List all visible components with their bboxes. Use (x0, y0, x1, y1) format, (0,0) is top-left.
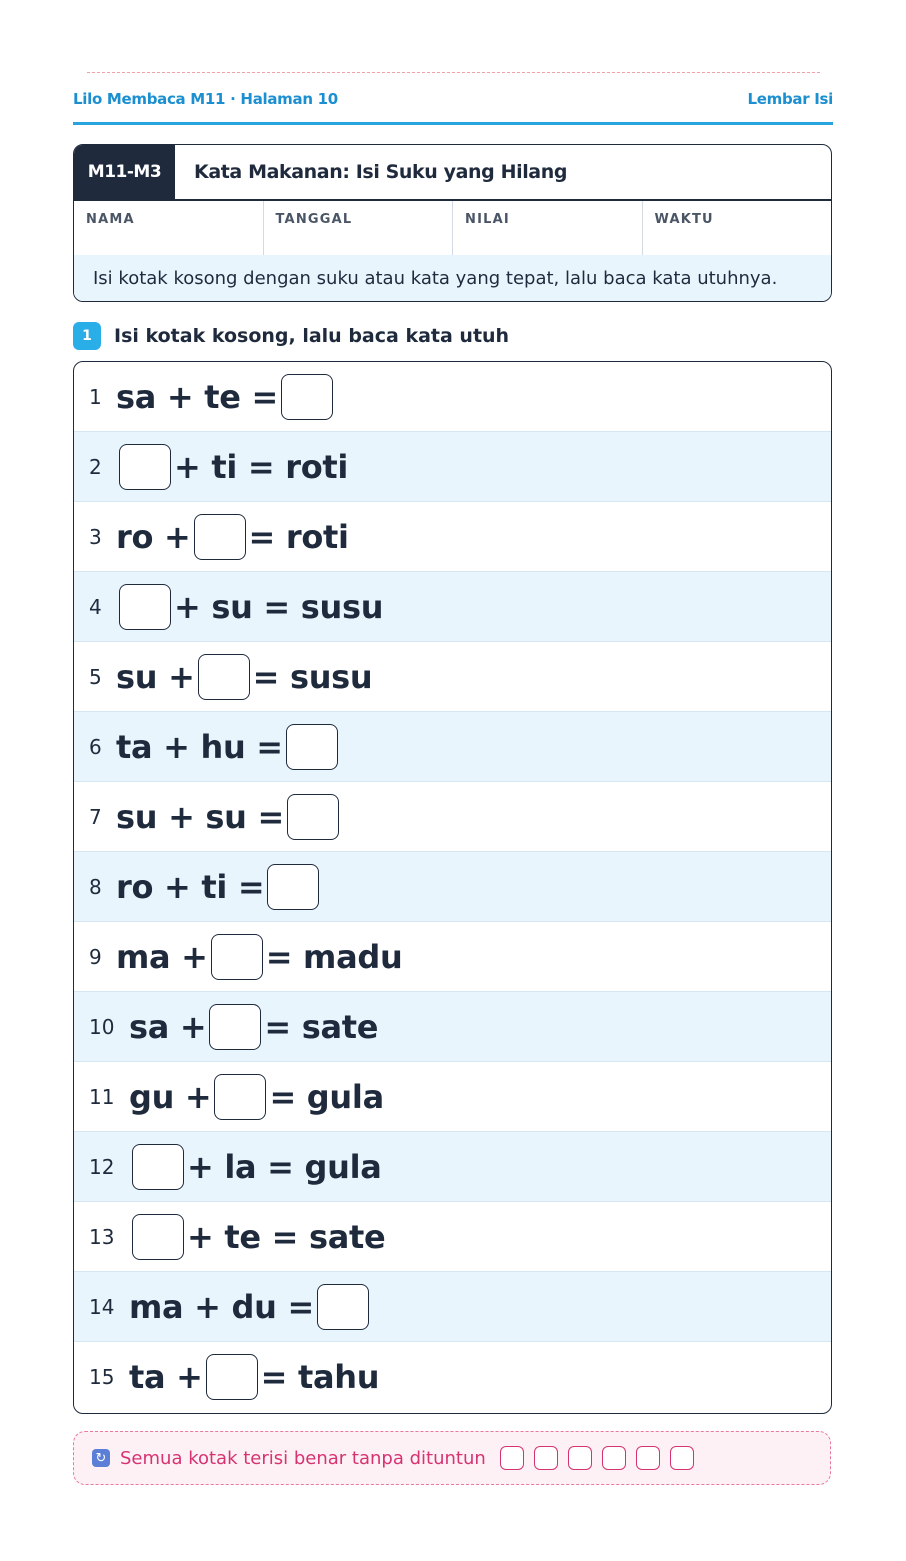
equation-text: ma + du = (129, 1287, 314, 1326)
answer-blank-box[interactable] (287, 794, 339, 840)
exercise-number: 5 (89, 664, 102, 689)
exercise-equation (116, 654, 372, 700)
repeat-icon: ↻ (92, 1449, 110, 1467)
answer-blank-box[interactable] (267, 864, 319, 910)
equation-text: sa + (129, 1007, 207, 1046)
exercise-number: 13 (89, 1224, 115, 1249)
exercise-equation (116, 864, 322, 910)
exercise-equation (116, 794, 342, 840)
exercise-number: 6 (89, 734, 102, 759)
footer-text: Semua kotak terisi benar tanpa dituntun (120, 1447, 486, 1469)
exercise-equation (116, 374, 336, 420)
equation-text: + te = sate (187, 1217, 386, 1256)
equation-text: ro + (116, 517, 191, 556)
exercise-number: 7 (89, 804, 102, 829)
equation-text: = roti (248, 517, 349, 556)
exercise-equation (129, 1214, 385, 1260)
student-fields (74, 201, 831, 255)
exercise-row (74, 572, 831, 642)
exercise-row (74, 362, 831, 432)
exercise-number: 2 (89, 454, 102, 479)
exercise-row (74, 502, 831, 572)
exercise-equation (129, 1354, 379, 1400)
equation-text: + su = susu (174, 587, 384, 626)
answer-blank-box[interactable] (132, 1144, 184, 1190)
answer-blank-box[interactable] (206, 1354, 258, 1400)
exercise-table (73, 361, 832, 1414)
header-sheet-type: Lembar Isi (747, 90, 833, 108)
progress-checkbox[interactable] (602, 1446, 626, 1470)
section-heading (73, 322, 509, 350)
worksheet-code: M11-M3 (74, 145, 175, 199)
exercise-number: 15 (89, 1365, 115, 1389)
exercise-number: 4 (89, 594, 102, 619)
exercise-number: 3 (89, 524, 102, 549)
equation-text: ma + (116, 937, 208, 976)
page-header (73, 90, 833, 112)
check-boxes (500, 1446, 704, 1470)
equation-text: = susu (252, 657, 373, 696)
exercise-equation (129, 1074, 384, 1120)
exercise-number: 11 (89, 1084, 115, 1109)
exercise-row (74, 1132, 831, 1202)
exercise-row (74, 642, 831, 712)
exercise-row (74, 992, 831, 1062)
footer-checklist (73, 1431, 831, 1485)
exercise-number: 14 (89, 1294, 115, 1319)
field-nilai[interactable]: NILAI (453, 201, 643, 255)
answer-blank-box[interactable] (286, 724, 338, 770)
exercise-row (74, 922, 831, 992)
answer-blank-box[interactable] (214, 1074, 266, 1120)
exercise-row (74, 432, 831, 502)
answer-blank-box[interactable] (281, 374, 333, 420)
exercise-number: 1 (89, 384, 102, 409)
exercise-equation (129, 1284, 372, 1330)
equation-text: su + (116, 657, 195, 696)
progress-checkbox[interactable] (568, 1446, 592, 1470)
exercise-equation (129, 1004, 378, 1050)
answer-blank-box[interactable] (198, 654, 250, 700)
answer-blank-box[interactable] (211, 934, 263, 980)
field-tanggal[interactable]: TANGGAL (264, 201, 454, 255)
answer-blank-box[interactable] (209, 1004, 261, 1050)
exercise-equation (116, 934, 402, 980)
equation-text: gu + (129, 1077, 212, 1116)
exercise-row (74, 852, 831, 922)
progress-checkbox[interactable] (500, 1446, 524, 1470)
section-title: Isi kotak kosong, lalu baca kata utuh (114, 325, 510, 347)
exercise-equation (116, 584, 383, 630)
equation-text: + ti = roti (174, 447, 349, 486)
field-nama[interactable]: NAMA (74, 201, 264, 255)
exercise-row (74, 712, 831, 782)
exercise-row (74, 782, 831, 852)
top-dashed-divider (87, 72, 820, 73)
exercise-row (74, 1202, 831, 1272)
header-book-title: Lilo Membaca M11 · Halaman 10 (73, 90, 338, 108)
worksheet-title: Kata Makanan: Isi Suku yang Hilang (194, 161, 568, 183)
exercise-equation (129, 1144, 382, 1190)
equation-text: su + su = (116, 797, 285, 836)
equation-text: ta + (129, 1358, 203, 1396)
section-number-badge: 1 (73, 322, 101, 350)
equation-text: ro + ti = (116, 867, 265, 906)
exercise-equation (116, 724, 341, 770)
exercise-row (74, 1272, 831, 1342)
exercise-number: 9 (89, 944, 102, 969)
equation-text: sa + te = (116, 377, 278, 416)
exercise-row (74, 1062, 831, 1132)
exercise-row (74, 1342, 831, 1412)
exercise-number: 10 (89, 1014, 115, 1039)
equation-text: ta + hu = (116, 727, 283, 766)
equation-text: = madu (265, 937, 403, 976)
equation-text: = sate (264, 1007, 379, 1046)
answer-blank-box[interactable] (317, 1284, 369, 1330)
exercise-number: 12 (89, 1154, 115, 1179)
equation-text: = gula (269, 1077, 384, 1116)
progress-checkbox[interactable] (534, 1446, 558, 1470)
exercise-number: 8 (89, 874, 102, 899)
answer-blank-box[interactable] (132, 1214, 184, 1260)
exercise-equation (116, 444, 348, 490)
info-card (73, 144, 832, 302)
header-rule (73, 122, 833, 125)
progress-checkbox[interactable] (670, 1446, 694, 1470)
answer-blank-box[interactable] (194, 514, 246, 560)
answer-blank-box[interactable] (119, 444, 171, 490)
progress-checkbox[interactable] (636, 1446, 660, 1470)
equation-text: + la = gula (187, 1147, 382, 1186)
answer-blank-box[interactable] (119, 584, 171, 630)
instruction-text: Isi kotak kosong dengan suku atau kata yang tepat, lalu baca kata utuhnya. (74, 255, 831, 301)
equation-text: = tahu (260, 1358, 380, 1396)
field-waktu[interactable]: WAKTU (654, 212, 714, 227)
exercise-equation (116, 514, 349, 560)
